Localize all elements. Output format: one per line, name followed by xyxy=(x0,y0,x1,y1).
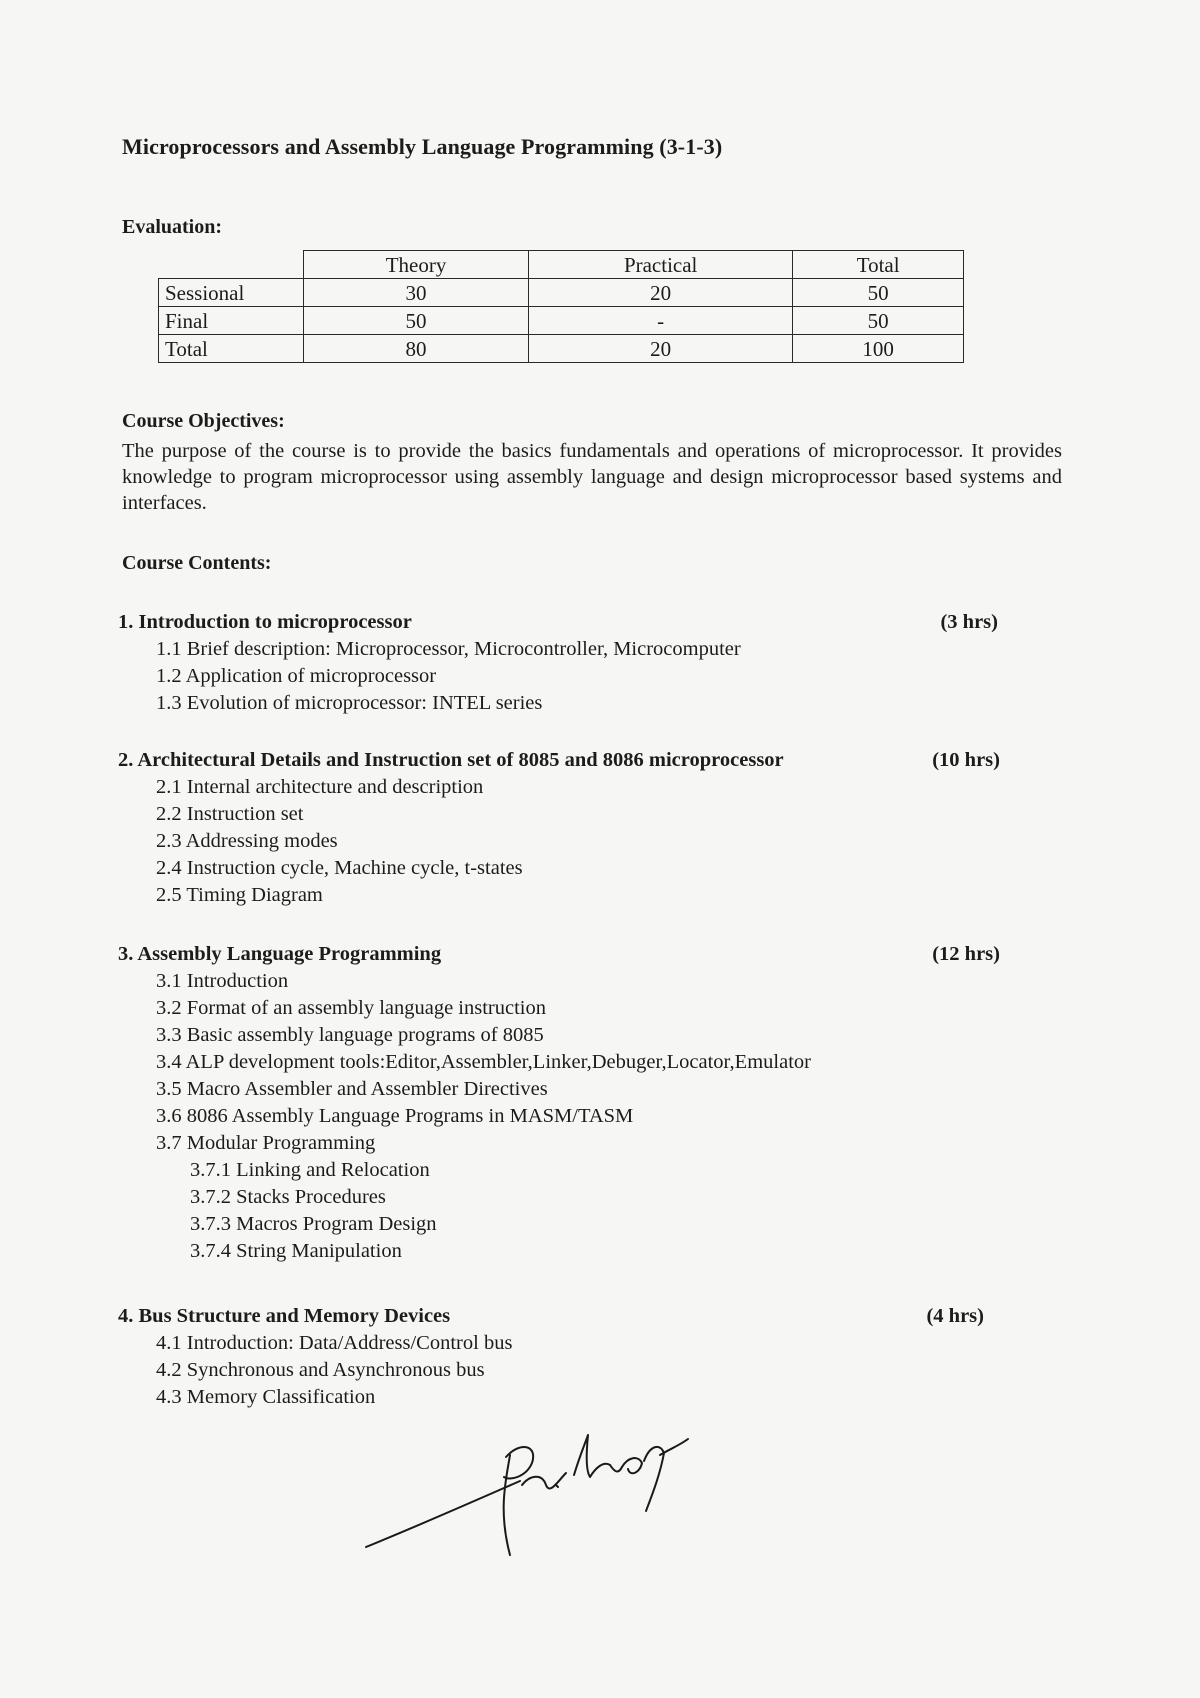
list-item: 3.6 8086 Assembly Language Programs in MASM/TASM xyxy=(156,1105,634,1127)
list-item: 2.1 Internal architecture and description xyxy=(156,776,484,798)
sub-list-item: 3.7.1 Linking and Relocation xyxy=(190,1159,430,1181)
unit-2 xyxy=(118,746,1000,909)
list-item: 1.1 Brief description: Microprocessor, Microcontroller, Microcomputer xyxy=(156,638,741,660)
evaluation-table xyxy=(158,250,964,363)
unit-hours: (3 hrs) xyxy=(940,611,998,633)
table-row xyxy=(159,335,964,363)
unit-4 xyxy=(118,1302,984,1411)
table-cell: - xyxy=(529,307,793,335)
column-header-practical: Practical xyxy=(529,251,793,279)
unit-heading xyxy=(118,940,1000,968)
unit-hours: (12 hrs) xyxy=(932,943,1000,965)
list-item: 3.3 Basic assembly language programs of 8085 xyxy=(156,1024,544,1046)
unit-hours: (4 hrs) xyxy=(926,1305,984,1327)
list-item: 2.5 Timing Diagram xyxy=(156,884,323,906)
list-item: 3.1 Introduction xyxy=(156,970,289,992)
list-item: 3.2 Format of an assembly language instruction xyxy=(156,997,546,1019)
list-item: 4.1 Introduction: Data/Address/Control bus xyxy=(156,1332,513,1354)
evaluation-heading: Evaluation: xyxy=(122,216,223,238)
sub-list-item: 3.7.4 String Manipulation xyxy=(190,1240,402,1262)
list-item: 2.4 Instruction cycle, Machine cycle, t-states xyxy=(156,857,523,879)
list-item: 1.2 Application of microprocessor xyxy=(156,665,437,687)
unit-title: 4. Bus Structure and Memory Devices xyxy=(118,1305,451,1327)
table-cell: 20 xyxy=(529,335,793,363)
table-corner-cell xyxy=(159,251,304,279)
row-label: Final xyxy=(159,307,304,335)
unit-heading xyxy=(118,608,998,636)
course-title: Microprocessors and Assembly Language Programming (3-1-3) xyxy=(122,134,723,159)
table-header-row xyxy=(159,251,964,279)
list-item: 2.2 Instruction set xyxy=(156,803,304,825)
sub-list-item: 3.7.2 Stacks Procedures xyxy=(190,1186,386,1208)
row-label: Sessional xyxy=(159,279,304,307)
unit-title: 1. Introduction to microprocessor xyxy=(118,611,412,633)
list-item: 4.2 Synchronous and Asynchronous bus xyxy=(156,1359,485,1381)
handwritten-signature xyxy=(360,1415,700,1565)
table-cell: 50 xyxy=(793,279,964,307)
unit-hours: (10 hrs) xyxy=(932,749,1000,771)
row-label: Total xyxy=(159,335,304,363)
table-cell: 50 xyxy=(793,307,964,335)
column-header-theory: Theory xyxy=(304,251,529,279)
table-cell: 50 xyxy=(304,307,529,335)
unit-title: 3. Assembly Language Programming xyxy=(118,943,442,965)
unit-3 xyxy=(118,940,1000,1265)
list-item: 1.3 Evolution of microprocessor: INTEL series xyxy=(156,692,543,714)
column-header-total: Total xyxy=(793,251,964,279)
table-cell: 100 xyxy=(793,335,964,363)
objectives-text: The purpose of the course is to provide the basics fundamentals and operations of microprocessor. It provides knowledge to program microprocessor using assembly language and design microprocessor based systems and interfaces. xyxy=(122,440,1062,514)
table-row xyxy=(159,279,964,307)
table-row xyxy=(159,307,964,335)
unit-title: 2. Architectural Details and Instruction set of 8085 and 8086 microprocessor xyxy=(118,749,784,771)
table-cell: 30 xyxy=(304,279,529,307)
table-cell: 20 xyxy=(529,279,793,307)
list-item: 4.3 Memory Classification xyxy=(156,1386,376,1408)
list-item: 2.3 Addressing modes xyxy=(156,830,338,852)
list-item: 3.7 Modular Programming xyxy=(156,1132,376,1154)
unit-heading xyxy=(118,1302,984,1330)
list-item: 3.4 ALP development tools:Editor,Assembler,Linker,Debuger,Locator,Emulator xyxy=(156,1051,811,1073)
signature-strokes xyxy=(366,1435,688,1555)
unit-1 xyxy=(118,608,998,717)
sub-list-item: 3.7.3 Macros Program Design xyxy=(190,1213,437,1235)
list-item: 3.5 Macro Assembler and Assembler Directives xyxy=(156,1078,548,1100)
table-cell: 80 xyxy=(304,335,529,363)
contents-heading: Course Contents: xyxy=(122,552,272,574)
unit-heading xyxy=(118,746,1000,774)
objectives-heading: Course Objectives: xyxy=(122,410,285,432)
